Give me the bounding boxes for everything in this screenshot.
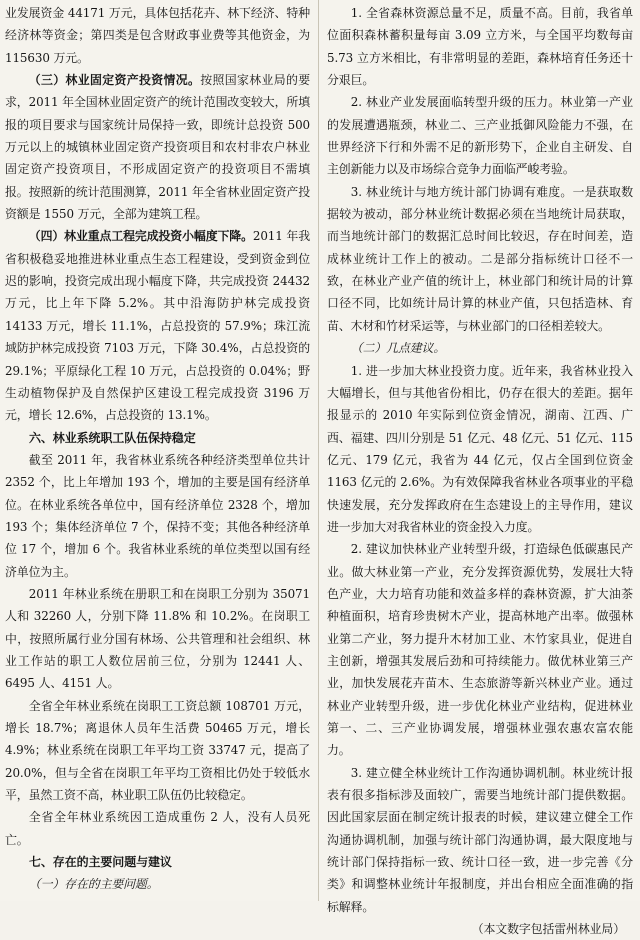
- right-column: [327, 2, 633, 940]
- column-divider: [318, 0, 319, 901]
- paragraph-fund-types: 业发展资金 44171 万元，具体包括花卉、林下经济、特种经济林等资金；第四类是包含财政事业费等其他资金，为 115630 万元。: [5, 6, 310, 65]
- paragraph-fixed-asset-investment: [5, 69, 310, 225]
- paragraph-problem-3: 3. 林业统计与地方统计部门协调有难度。一是获取数据较为被动，部分林业统计数据必须在当地统计局获取，而当地统计部门的数据汇总时间比较迟，存在时间差，造成林业统计工作上的被动。二是部分指标统计口径不一致，在林业产业产值的统计上，林业部门和统计局的计算口径不同，比如统计局计算的林业产值，只包括造林、育苗、木材和竹材采运等，与林业部门的口径相差较大。: [327, 184, 633, 333]
- paragraph-suggestion-1: 1. 进一步加大林业投资力度。近年来，我省林业投入大幅增长，但与其他省份相比，仍存在很大的差距。据年报显示的 2010 年实际到位资金情况，湖南、江西、广西、福建、四川分别是 51 亿元、48 亿元、51 亿元、115 亿元、179 亿元，我省为 44 亿元，仅占全国到位资金 1163 亿元的 2.6%。为有效保障我省林业各项事业的平稳快速发展，充分发挥政府在生态建设上的主导作用，建议进一步加大对我省林业的资金投入力度。: [327, 363, 633, 534]
- section-heading-key-projects: （四）林业重点工程完成投资小幅度下降。: [28, 229, 253, 244]
- paragraph-key-projects-body: 2011 年我省积极稳妥地推进林业重点生态工程建设，受到资金到位迟的影响，投资完成出现小幅度下降，共完成投资 24432 万元，比上年下降 5.2%。其中沿海防护林完成投资 14133 万元，增长 11.1%，占总投资的 57.9%；珠江流域防护林完成投资 7103 万元，下降 30.4%，占总投资的 29.1%；平原绿化工程 10 万元，占总投资的 0.04%；野生动植物保护及自然保护区建设工程完成投资 3196 万元，增长 12.6%，占总投资的 13.1%。: [5, 229, 311, 423]
- paragraph-suggestion-2: 2. 建议加快林业产业转型升级，打造绿色低碳惠民产业。做大林业第一产业，充分发挥资源优势，发展壮大特色产业，大力培育功能和效益多样的森林资源，扩大油茶种植面积，培育珍贵树木产业，提高林地产出率。做强林业第二产业，努力提升木材加工业、木竹家具业，促进自主创新，增强其发展后劲和可持续能力。做优林业第三产业，加快发展花卉苗木、生态旅游等新兴林业产业。通过林业产业转型升级，进一步优化林业产业结构，促进林业第一、二、三产业协调发展，增强林业强农惠农富农能力。: [327, 542, 633, 758]
- paragraph-injuries: 全省全年林业系统因工造成重伤 2 人，没有人员死亡。: [5, 810, 310, 847]
- paragraph-wages: 全省全年林业系统在岗职工工资总额 108701 万元，增长 18.7%；离退休人员年生活费 50465 万元，增长 4.9%；林业系统在岗职工年平均工资 33747 元，提高了 20.0%，但与全省在岗职工年平均工资相比仍处于较低水平，虽然工资不高，林业职工队伍仍比较稳定。: [5, 698, 310, 803]
- paragraph-problem-2: 2. 林业产业发展面临转型升级的压力。林业第一产业的发展遭遇瓶颈，林业二、三产业抵御风险能力不强，在世界经济下行和外需不足的新形势下，企业自主研发、自主创新能力以及市场综合竞争力面临严峻考验。: [327, 95, 633, 177]
- paragraph-problem-1: 1. 全省森林资源总量不足，质量不高。目前，我省单位面积森林蓄积量每亩 3.09 立方米，与全国平均数每亩 5.73 立方米相比，有非常明显的差距，森林培育任务还十分艰巨。: [327, 6, 633, 88]
- paragraph-unit-counts: 截至 2011 年，我省林业系统各种经济类型单位共计 2352 个，比上年增加 193 个，增加的主要是国有经济单位。在林业系统各单位中，国有经济单位 2328 个，增加 193 个；集体经济单位 7 个，保持不变；其他各种经济单位 17 个，增加 6 个。我省林业系统的单位类型以国有经济单位为主。: [5, 452, 310, 579]
- left-column: [5, 2, 310, 896]
- heading-section-six: 六、林业系统职工队伍保持稳定: [29, 430, 196, 445]
- footnote-leizhou: （本文数字包括雷州林业局）: [471, 922, 625, 937]
- paragraph-suggestion-3: 3. 建立健全林业统计工作沟通协调机制。林业统计报表有很多指标涉及面较广，需要当地统计部门提供数据。因此国家层面在制定统计报表的时候，建议建立健全工作沟通协调机制，加强与统计部门沟通协调，最大限度地与统计部门保持指标一致、统计口径一致，进一步完善《分类》和调整林业统计年报制度，并出台相应全面准确的指标解释。: [327, 765, 633, 914]
- subheading-suggestions: （二）几点建议。: [350, 341, 446, 356]
- paragraph-fixed-asset-body: 按照国家林业局的要求，2011 年全国林业固定资产的统计范围改变较大，所填报的项目要求与国家统计局保持一致，即统计总投资 500 万元以上的城镇林业固定资产投资项目和农村非农户林业固定资产投资项目，不形成固定资产的投资项目不需填报。按照新的统计范围测算，2011 年全省林业固定资产投资额是 1550 万元，全部为建筑工程。: [5, 73, 310, 222]
- paragraph-key-projects: [5, 225, 310, 426]
- heading-section-seven: 七、存在的主要问题与建议: [29, 855, 172, 870]
- subheading-main-problems: （一）存在的主要问题。: [28, 877, 159, 892]
- section-heading-fixed-asset: （三）林业固定资产投资情况。: [28, 73, 201, 88]
- paragraph-employee-counts: 2011 年林业系统在册职工和在岗职工分别为 35071 人和 32260 人，分别下降 11.8% 和 10.2%。在岗职工中，按照所属行业分国有林场、公共管理和社会组织、林业工作站的职工人数位居前三位，分别为 12441 人、6495 人、4151 人。: [5, 586, 310, 691]
